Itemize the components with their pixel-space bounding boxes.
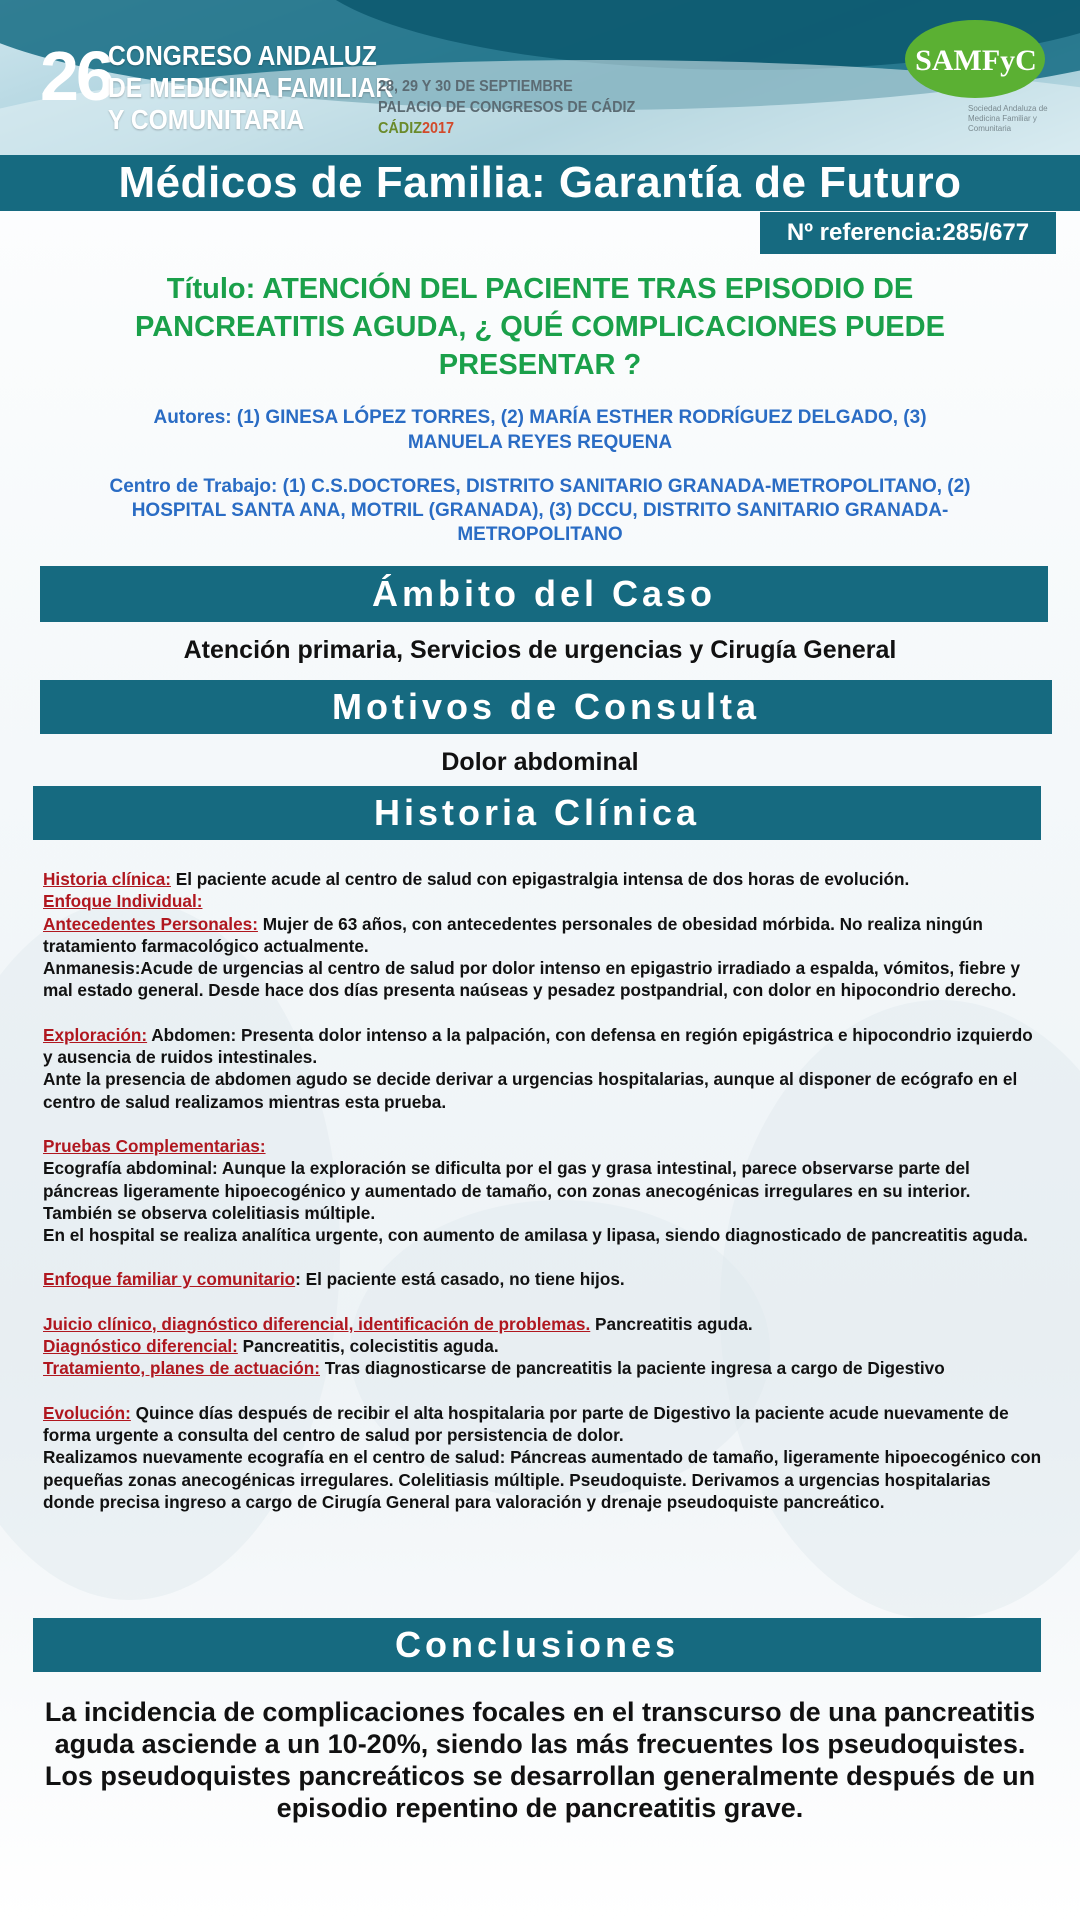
label-enfoque: Enfoque Individual: (43, 891, 203, 912)
logo-subtitle: Sociedad Andaluza de Medicina Familiar y Comunitaria (968, 104, 1048, 133)
motivos-text: Dolor abdominal (441, 748, 639, 776)
authors: Autores: (1) GINESA LÓPEZ TORRES, (2) MARÍA ESTHER RODRÍGUEZ DELGADO, (3) MANUELA REYES REQUENA (153, 407, 927, 453)
section-heading-historia: Historia Clínica (33, 786, 1041, 840)
congress-name: CONGRESO ANDALUZ DE MEDICINA FAMILIAR Y COMUNITARIA (108, 40, 394, 135)
congress-number: 26 (40, 37, 112, 115)
label-evolucion: Evolución: (43, 1402, 131, 1423)
congress-dates: 28, 29 Y 30 DE SEPTIEMBRE PALACIO DE CONGRESOS DE CÁDIZ CÁDIZ2017 (378, 78, 636, 137)
label-antecedentes: Antecedentes Personales: (43, 913, 258, 934)
section-heading-motivos: Motivos de Consulta (40, 680, 1052, 734)
label-familiar: Enfoque familiar y comunitario (43, 1269, 296, 1290)
ambito-text: Atención primaria, Servicios de urgencias y Cirugía General (183, 636, 897, 664)
conclusion-text: La incidencia de complicaciones focales en el transcurso de una pancreatitis aguda asciende a un 10-20%, siendo las más frecuentes los pseudoquistes. Los pseudoquistes pancreáticos se desarrollan generalmente después de un episodio repentino de pancreatitis grave. (44, 1697, 1036, 1823)
header-banner (0, 0, 1080, 155)
anamnesis: Anmanesis:Acude de urgencias al centro de salud por dolor intenso en epigastrio irradiado a espalda, vómitos, fiebre y mal estado general. Desde hace dos días presenta naúseas y pesadez postpandrial, con dolor en hipocondrio derecho. (43, 958, 1021, 1001)
workplace: Centro de Trabajo: (1) C.S.DOCTORES, DISTRITO SANITARIO GRANADA-METROPOLITANO, (2) HOSPITAL SANTA ANA, MOTRIL (GRANADA), (3) DCCU, DISTRITO SANITARIO GRANADA-METROPOLITANO (109, 476, 971, 545)
historia-clinica-body: Historia clínica: El paciente acude al centro de salud con epigastralgia intensa de dos horas de evolución. Enfoque Individual: Antecedentes Personales: Mujer de 63 años, con antecedentes personales de obesidad mórbida. No realiza ningún tratamiento farmacológico actualmente. Anmanesis:Acude de urgencias al centro de salud por dolor intenso en epigastrio irradiado a espalda, vómitos, fiebre y mal estado general. Desde hace dos días presenta naúseas y pesadez postpandrial, con dolor en hipocondrio derecho. Exploración: Abdomen: Presenta dolor intenso a la palpación, con defensa en región epigástrica e hipocondrio izquierdo y ausencia de ruidos intestinales. Ante la presencia de abdomen agudo se decide derivar a urgencias hospitalarias, aunque al disponer de ecógrafo en el centro de salud realizamos mientras esta prueba. Pruebas Complementarias: Ecografía abdominal: Aunque la exploración se dificulta por el gas y grasa intestinal, parece observarse parte del páncreas ligeramente hipoecogénico y aumentado de tamaño, con zonas anecogénicas irregulares en su interior. También se observa colelitiasis múltiple. En el hospital se realiza analítica urgente, con aumento de amilasa y lipasa, siendo diagnosticado de pancreatitis aguda. Enfoque familiar y comunitario: El paciente está casado, no tiene hijos. Juicio clínico, diagnóstico diferencial, identificación de problemas. Pancreatitis aguda. Diagnóstico diferencial: Pancreatitis, colecistitis aguda. Tratamiento, planes de actuación: Tras diagnosticarse de pancreatitis la paciente ingresa a cargo de Digestivo Evolución: Quince días después de recibir el alta hospitalaria por parte de Digestivo la paciente acude nuevamente de forma urgente a consulta del centro de salud por persistencia de dolor. Realizamos nuevamente ecografía en el centro de salud: Páncreas aumentado de tamaño, ligeramente hipoecogénico con pequeñas zonas anecogénicas irregulares. Colelitiasis múltiple. Pseudoquiste. Derivamos a urgencias hospitalarias donde precisa ingreso a cargo de Cirugía General para valoración y drenaje pseudoquiste pancreático. (43, 869, 1042, 1512)
label-tratamiento: Tratamiento, planes de actuación: (43, 1358, 320, 1379)
label-diferencial: Diagnóstico diferencial: (43, 1336, 238, 1357)
label-pruebas: Pruebas Complementarias: (43, 1135, 266, 1156)
section-heading-ambito: Ámbito del Caso (40, 566, 1048, 622)
label-exploracion: Exploración: (43, 1024, 148, 1045)
label-juicio: Juicio clínico, diagnóstico diferencial, identificación de problemas. (43, 1313, 591, 1334)
main-title: Médicos de Familia: Garantía de Futuro (118, 158, 962, 207)
label-historia: Historia clínica: (43, 869, 171, 889)
reference-badge: Nº referencia:285/677 (760, 212, 1056, 254)
logo-text: SAMFyC (915, 44, 1037, 77)
case-title: Título: ATENCIÓN DEL PACIENTE TRAS EPISODIO DE PANCREATITIS AGUDA, ¿ QUÉ COMPLICACIONES PUEDE PRESENTAR ? (135, 273, 945, 381)
section-heading-conclusiones: Conclusiones (33, 1618, 1041, 1672)
